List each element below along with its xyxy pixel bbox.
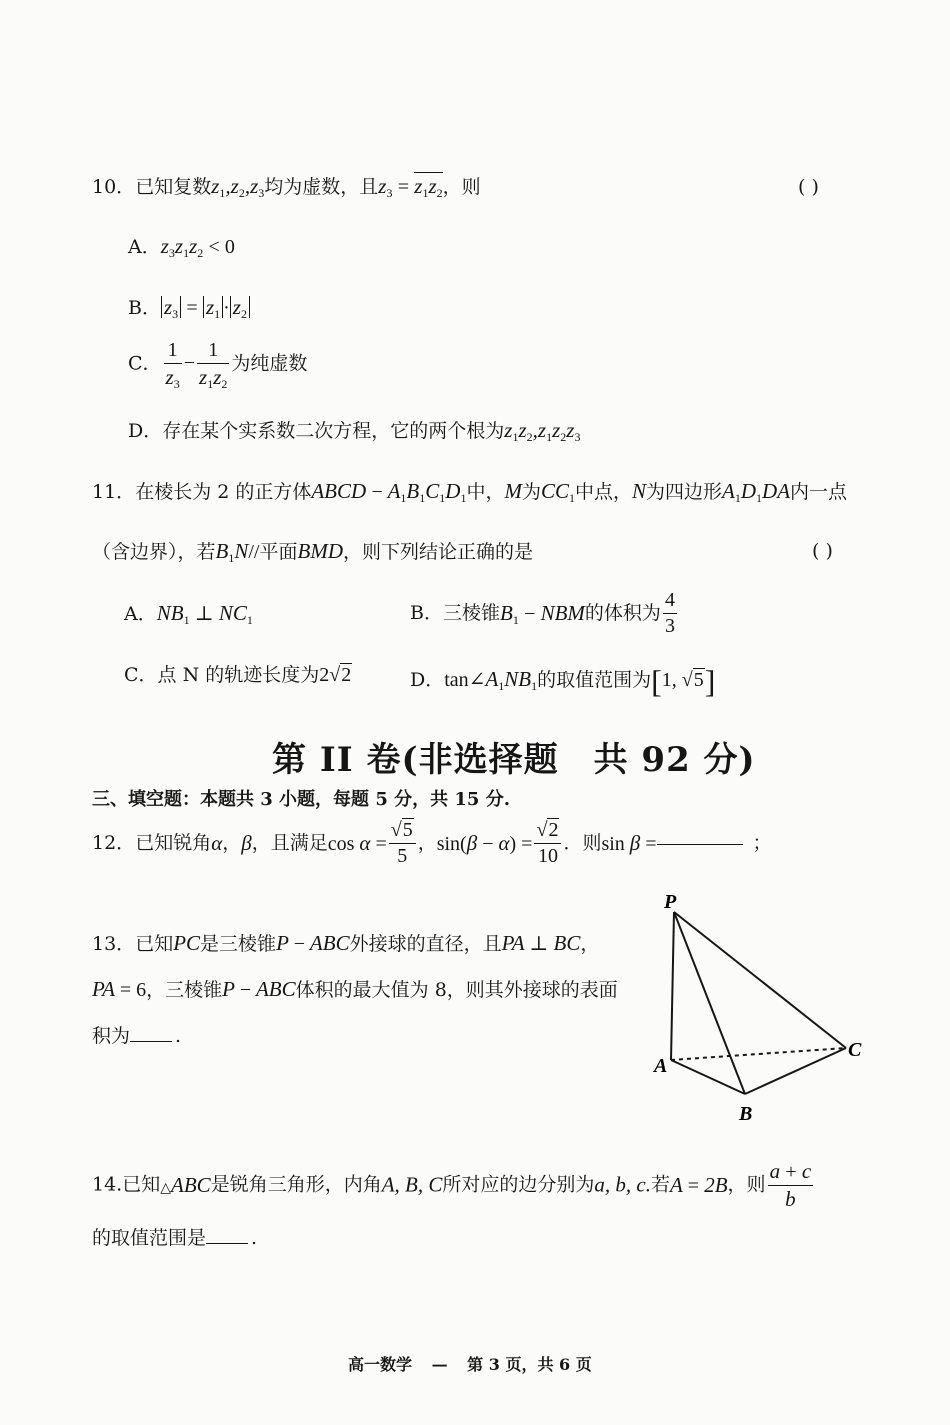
q11-c-text: 点 N 的轨迹长度为 xyxy=(157,664,320,686)
q13-line2 xyxy=(92,979,618,1000)
q10-c-label: C． xyxy=(128,352,162,375)
q11-d-label: D． xyxy=(410,669,445,691)
q14-line2-text: 的取值范围是 xyxy=(92,1227,207,1249)
q12-sin-value: sin(β − α) = xyxy=(436,831,533,855)
q14-triangle: △ABC xyxy=(160,1172,211,1197)
fill-in-header: 三、填空题：本题共 3 小题，每题 5 分，共 15 分. xyxy=(92,789,510,810)
edge-pa xyxy=(671,912,674,1060)
q14-line2 xyxy=(92,1229,257,1248)
q10-stem-end: ，则 xyxy=(442,176,481,198)
q11-text-e: 为四边形 xyxy=(646,481,723,503)
q10-option-c xyxy=(128,339,308,391)
q14-sides: a, b, c. xyxy=(594,1172,651,1197)
q13-text-b: 是三棱锥 xyxy=(200,933,277,955)
q11-b-text1: 三棱锥 xyxy=(442,602,500,624)
q12-end: ； xyxy=(752,832,772,854)
q14-line1 xyxy=(92,1160,815,1210)
q10-option-a xyxy=(128,234,235,260)
footer-dash: — xyxy=(431,1355,448,1374)
q14-text5: ，则 xyxy=(727,1173,766,1196)
q13-line2-a: ，三棱锥 xyxy=(146,979,223,1001)
q11-option-c xyxy=(124,665,352,685)
q10-number: 10． xyxy=(92,176,136,198)
q13-pabc2: P − ABC xyxy=(222,977,296,1001)
label-p: P xyxy=(664,891,677,913)
q12-alpha: α xyxy=(211,831,223,855)
q11-cube: ABCD − $A_1B_1C_1D_1$ xyxy=(311,479,467,505)
q11-line2-c: ，则下列结论正确的是 xyxy=(343,541,534,563)
q11-quad: $A_1D_1DA$ xyxy=(722,479,791,505)
q13-line2-b: 体积的最大值为 8，则其外接球的表面 xyxy=(295,979,618,1001)
q10-option-b xyxy=(128,295,250,321)
edge-bc xyxy=(745,1048,846,1094)
footer-page-number: 第 3 页，共 6 页 xyxy=(467,1355,592,1374)
q10-d-expr: $z_1z_2,z_1z_2z_3$ xyxy=(504,418,581,444)
q10-d-text: 存在某个实系数二次方程，它的两个根为 xyxy=(162,420,505,442)
q13-line3 xyxy=(92,1027,181,1046)
q10-d-label: D． xyxy=(128,420,163,442)
q10-c-expr: $\frac{1}{z_3}$ − $\frac{1}{z_1z_2}$ xyxy=(165,339,228,391)
q11-a-label: A． xyxy=(124,603,157,625)
q14-condition: A = 2B xyxy=(669,1172,728,1197)
q13-perp: PA ⊥ BC xyxy=(501,931,581,955)
q11-b-expr: $B_1$ − NBM xyxy=(499,601,585,627)
q11-b1n: $B_1N//$ xyxy=(215,539,260,565)
q10-stem xyxy=(92,174,481,200)
q14-frac: $\frac{a + c}{b}$ xyxy=(769,1159,812,1211)
label-c: C xyxy=(848,1039,862,1061)
q11-line2 xyxy=(92,539,534,565)
q10-option-d xyxy=(128,418,581,444)
q10-a-expr: $z_3z_1z_2 < 0$ xyxy=(160,234,235,260)
q14-number: 14. xyxy=(92,1173,123,1196)
q11-line2-a: （含边界），若 xyxy=(92,541,216,563)
q13-number: 13． xyxy=(92,933,136,955)
label-a: A xyxy=(654,1055,668,1077)
q11-text-f: 内一点 xyxy=(790,481,848,503)
q11-option-b xyxy=(410,590,679,637)
q11-c-label: C． xyxy=(124,664,158,686)
footer-subject: 高一数学 xyxy=(348,1355,413,1374)
q12-ask: sin β = xyxy=(601,831,657,855)
q11-text-b: 中， xyxy=(466,481,505,503)
q12-answer-blank[interactable] xyxy=(657,843,743,845)
q12-cos-value: cos α = xyxy=(327,831,387,855)
q12-beta: β xyxy=(241,831,252,855)
q14-text1: 已知 xyxy=(122,1173,161,1196)
q10-vars: $z_1,z_2,z_3$ xyxy=(211,174,265,200)
section-title: 第 II 卷(非选择题 共 92 分) xyxy=(272,740,756,780)
q12-text3: ．则 xyxy=(563,832,602,854)
q11-point-n: N xyxy=(632,479,647,503)
q11-d-expr: $\tan\angle A_1NB_1$ xyxy=(444,667,538,693)
q13-line3-text: 积为 xyxy=(92,1025,131,1047)
q11-b-text2: 的体积为 xyxy=(584,602,661,624)
q11-number: 11． xyxy=(92,481,136,503)
q11-text-d: 中点， xyxy=(574,481,632,503)
q14-answer-blank[interactable] xyxy=(206,1242,248,1244)
q11-d-text: 的取值范围为 xyxy=(537,669,652,691)
q11-text-a: 在棱长为 2 的正方体 xyxy=(135,481,312,503)
q11-c-value: 2√2 xyxy=(319,664,352,686)
q11-b-frac: $\frac{4}{3}$ xyxy=(664,589,675,637)
label-b: B xyxy=(739,1103,753,1125)
q11-option-a xyxy=(124,601,253,627)
q11-answer-paren: ( ) xyxy=(812,540,833,562)
q14-text2: 是锐角三角形，内角 xyxy=(210,1173,382,1196)
q12-number: 12． xyxy=(92,832,136,854)
q10-b-label: B． xyxy=(128,297,161,319)
q13-line1 xyxy=(92,933,599,954)
q14-text3: 所对应的边分别为 xyxy=(442,1173,595,1196)
q13-text-d: ， xyxy=(580,933,600,955)
q10-answer-paren: ( ) xyxy=(798,176,819,198)
q11-plane-bmd: BMD xyxy=(297,539,343,563)
q11-d-range: [1, √5] xyxy=(651,663,716,699)
q13-answer-blank[interactable] xyxy=(130,1040,172,1042)
q13-pabc: P − ABC xyxy=(276,931,350,955)
q10-a-label: A． xyxy=(128,236,161,258)
q11-line1 xyxy=(92,479,848,505)
q11-cc1: $CC_1$ xyxy=(540,479,575,505)
q11-option-d xyxy=(410,665,715,697)
q11-text-c: 为 xyxy=(521,481,541,503)
q13-text-c: 外接球的直径，且 xyxy=(349,933,502,955)
q13-text-a: 已知 xyxy=(135,933,174,955)
q10-stem-text: 已知复数 xyxy=(135,176,212,198)
q11-line2-b: 平面 xyxy=(259,541,298,563)
q14-angles: A, B, C xyxy=(381,1172,443,1197)
q10-stem-mid: 均为虚数，且 xyxy=(264,176,379,198)
q14-line2-end: . xyxy=(251,1227,258,1249)
q11-point-m: M xyxy=(504,479,522,503)
q12-sin-frac: $\frac{√2}{10}$ xyxy=(534,820,561,867)
q12-cos-frac: $\frac{√5}{5}$ xyxy=(389,820,416,867)
q12-line: 12．已知锐角α，β，且满足cos α = $\frac{√5}{5}$ ，sin(β − α) = $\frac{√2}{10}$ ．则sin β = ； xyxy=(92,819,772,867)
q11-b-label: B． xyxy=(410,602,443,624)
q12-text1: 已知锐角 xyxy=(135,832,212,854)
q10-c-text: 为纯虚数 xyxy=(231,352,308,375)
edge-ac-hidden xyxy=(671,1048,846,1060)
q13-pc: PC xyxy=(173,931,201,955)
q12-text2: ，且满足 xyxy=(251,832,328,854)
q13-line3-end: . xyxy=(175,1025,182,1047)
q11-a-expr: $NB_1$ ⊥ $NC_1$ xyxy=(156,601,253,627)
q10-stem-eq: $z_3 = z_1z_2$ xyxy=(378,174,443,200)
q13-pa: PA = 6 xyxy=(92,977,147,1001)
q14-text4: 若 xyxy=(650,1173,670,1196)
page-footer xyxy=(348,1352,592,1375)
q10-b-expr: $z_3 = z_1 \cdot z_2$ xyxy=(161,295,250,319)
tetrahedron-figure xyxy=(650,888,880,1128)
